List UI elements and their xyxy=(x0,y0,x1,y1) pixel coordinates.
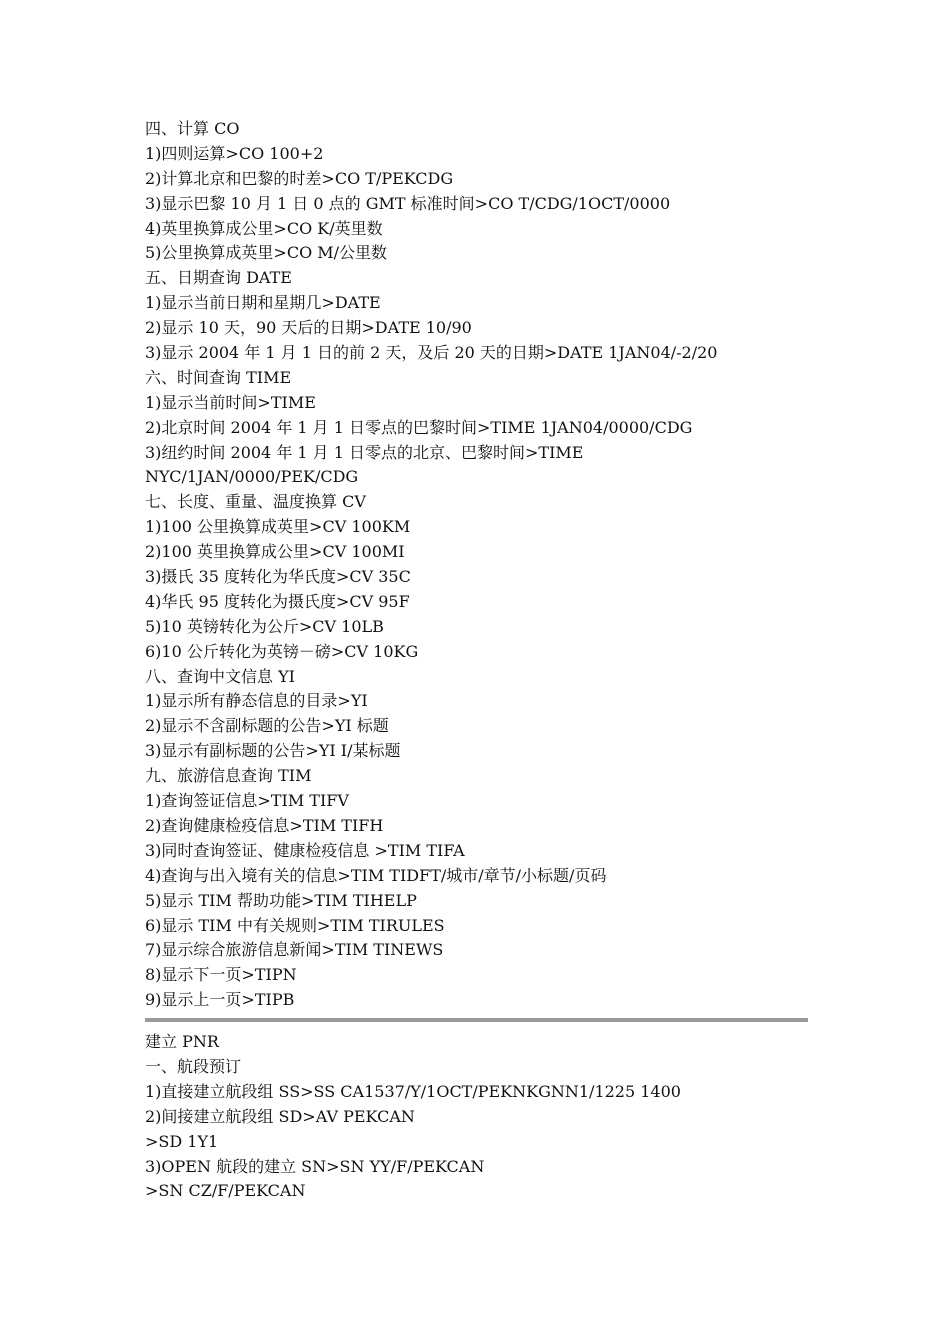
text-line: 3)显示巴黎 10 月 1 日 0 点的 GMT 标准时间>CO T/CDG/1OCT/0000 xyxy=(145,193,671,213)
horizontal-divider xyxy=(145,1018,808,1022)
text-line: 2)间接建立航段组 SD>AV PEKCAN xyxy=(145,1106,415,1126)
text-line: 5)10 英镑转化为公斤>CV 10LB xyxy=(145,616,384,636)
text-line: 4)查询与出入境有关的信息>TIM TIDFT/城市/章节/小标题/页码 xyxy=(145,865,607,885)
text-line: 2)查询健康检疫信息>TIM TIFH xyxy=(145,815,384,835)
text-line: 1)显示所有静态信息的目录>YI xyxy=(145,691,368,711)
text-line: 1)查询签证信息>TIM TIFV xyxy=(145,791,349,811)
document-page xyxy=(145,117,810,1204)
section-heading: 建立 PNR xyxy=(145,1032,219,1052)
text-line: 1)显示当前日期和星期几>DATE xyxy=(145,293,381,313)
text-line: 2)北京时间 2004 年 1 月 1 日零点的巴黎时间>TIME 1JAN04/0000/CDG xyxy=(145,417,693,437)
section-heading: 七、长度、重量、温度换算 CV xyxy=(145,492,366,512)
text-line: 1)直接建立航段组 SS>SS CA1537/Y/1OCT/PEKNKGNN1/1225 1400 xyxy=(145,1081,681,1101)
text-line: 3)纽约时间 2004 年 1 月 1 日零点的北京、巴黎时间>TIME xyxy=(145,442,584,462)
text-line: 2)100 英里换算成公里>CV 100MI xyxy=(145,542,405,562)
section-heading: 一、航段预订 xyxy=(145,1056,242,1076)
commands-section xyxy=(145,117,810,1013)
text-line: 2)计算北京和巴黎的时差>CO T/PEKCDG xyxy=(145,168,454,188)
section-heading: 五、日期查询 DATE xyxy=(145,268,292,288)
text-line: 6)10 公斤转化为英镑－磅>CV 10KG xyxy=(145,641,419,661)
text-line: 2)显示不含副标题的公告>YI 标题 xyxy=(145,716,389,736)
section-heading: 四、计算 CO xyxy=(145,119,240,138)
text-line: 1)四则运算>CO 100+2 xyxy=(145,143,324,163)
section-heading: 八、查询中文信息 YI xyxy=(145,666,295,686)
text-line: NYC/1JAN/0000/PEK/CDG xyxy=(145,467,359,487)
text-line: 9)显示上一页>TIPB xyxy=(145,990,295,1010)
text-line: 3)显示有副标题的公告>YI I/某标题 xyxy=(145,741,401,761)
text-line: 8)显示下一页>TIPN xyxy=(145,965,297,985)
pnr-section xyxy=(145,1030,810,1204)
section-heading: 六、时间查询 TIME xyxy=(145,367,292,387)
text-line: 4)华氏 95 度转化为摄氏度>CV 95F xyxy=(145,591,410,611)
text-line: 1)100 公里换算成英里>CV 100KM xyxy=(145,517,411,537)
text-line: 5)公里换算成英里>CO M/公里数 xyxy=(145,243,388,263)
section-heading: 九、旅游信息查询 TIM xyxy=(145,766,312,786)
text-line: 3)显示 2004 年 1 月 1 日的前 2 天，及后 20 天的日期>DATE 1JAN04/-2/20 xyxy=(145,343,718,363)
text-line: 3)OPEN 航段的建立 SN>SN YY/F/PEKCAN xyxy=(145,1156,485,1176)
text-line: 2)显示 10 天，90 天后的日期>DATE 10/90 xyxy=(145,318,472,338)
text-line: >SD 1Y1 xyxy=(145,1131,219,1151)
text-line: 3)摄氏 35 度转化为华氏度>CV 35C xyxy=(145,567,411,587)
text-line: 1)显示当前时间>TIME xyxy=(145,392,316,412)
text-line: 4)英里换算成公里>CO K/英里数 xyxy=(145,218,383,238)
text-line: 5)显示 TIM 帮助功能>TIM TIHELP xyxy=(145,890,417,910)
text-line: 7)显示综合旅游信息新闻>TIM TINEWS xyxy=(145,940,444,960)
text-line: >SN CZ/F/PEKCAN xyxy=(145,1181,306,1201)
text-line: 3)同时查询签证、健康检疫信息 >TIM TIFA xyxy=(145,840,465,860)
text-line: 6)显示 TIM 中有关规则>TIM TIRULES xyxy=(145,915,445,935)
